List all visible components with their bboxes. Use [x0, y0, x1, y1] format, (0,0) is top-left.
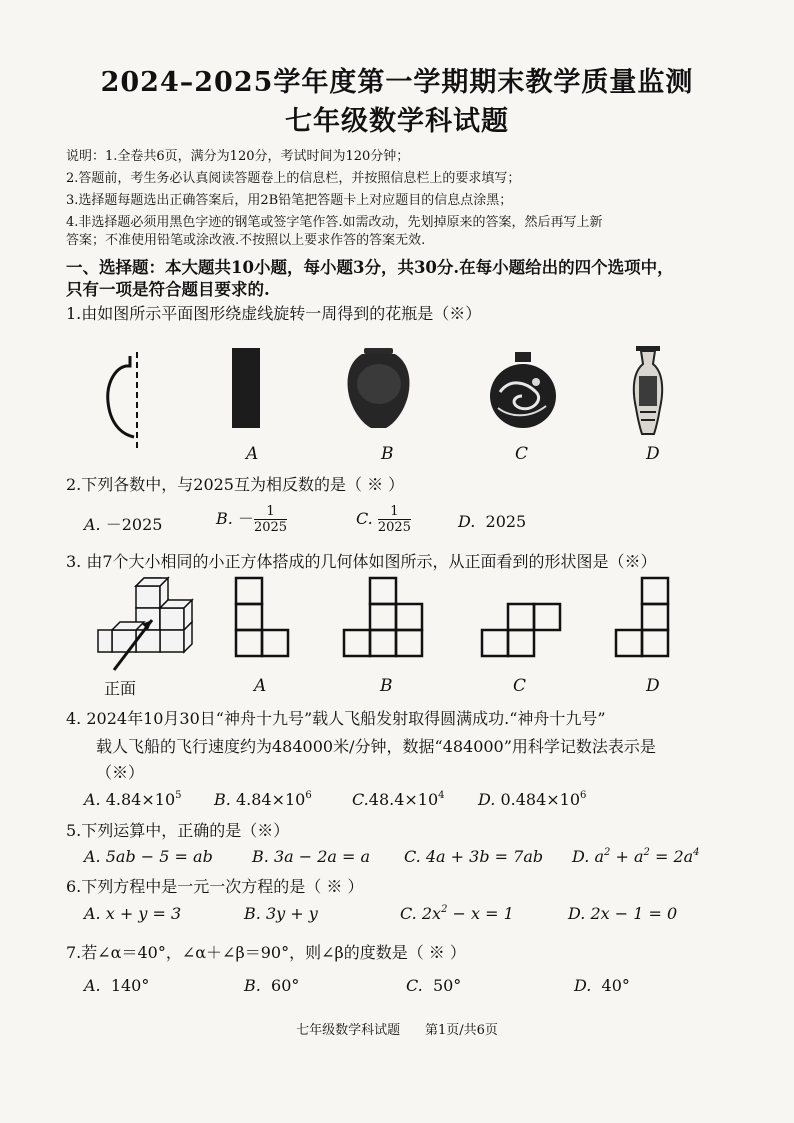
q1-label-d: D — [646, 444, 660, 464]
q6-option-c[interactable]: C. $2x^2 - x = 1$ — [400, 904, 514, 923]
exam-title: 2024–2025学年度第一学期期末教学质量监测 — [100, 67, 694, 98]
q4-option-d[interactable]: D. $0.484\times 10^6$ — [478, 790, 587, 809]
question-3-stem: 3. 由7个大小相同的小正方体搭成的几何体如图所示，从正面看到的形状图是（※） — [66, 552, 657, 571]
q6-option-b[interactable]: B. 3y + y — [244, 904, 318, 923]
q7-option-d[interactable]: D. 40° — [574, 976, 630, 995]
instruction-line: 3.选择题每题选出正确答案后，用2B铅笔把答题卡上对应题目的信息点涂黑； — [66, 193, 513, 208]
question-7-stem: 7.若∠α＝40°，∠α＋∠β＝90°，则∠β的度数是（ ※ ） — [66, 943, 466, 962]
q7-option-c[interactable]: C. 50° — [406, 976, 462, 995]
q3-option-b-view — [344, 578, 434, 668]
page-footer — [0, 1019, 794, 1038]
section-heading-cont: 只有一项是符合题目要求的. — [66, 280, 270, 299]
question-4-stem-line2: 载人飞船的飞行速度约为484000米/分钟，数据“484000”用科学记数法表示是 — [96, 737, 656, 756]
q2-option-b[interactable]: B. － $\frac{1}{2025}$ — [216, 504, 288, 535]
q4-option-c[interactable]: $C.48.4\times 10^4$ — [352, 790, 445, 809]
q1-option-a-cylinder — [232, 348, 262, 428]
q3-label-b: B — [380, 676, 393, 696]
instruction-line: 4.非选择题必须用黑色字迹的钢笔或签字笔作答.如需改动，先划掉原来的答案，然后再写上新 — [66, 215, 603, 230]
q7-option-a[interactable]: A. 140° — [84, 976, 150, 995]
q2-option-d[interactable]: D. 2025 — [458, 512, 527, 531]
q7-option-b[interactable]: B. 60° — [244, 976, 300, 995]
q4-option-b[interactable]: B. $4.84\times 10^6$ — [214, 790, 312, 809]
question-2-stem: 2.下列各数中，与2025互为相反数的是（ ※ ） — [66, 475, 405, 494]
q2-option-a[interactable]: A. －2025 — [84, 515, 163, 534]
q3-label-a: A — [254, 676, 267, 696]
q5-option-d[interactable]: D. $a^2 + a^2 = 2a^4$ — [572, 847, 700, 866]
q3-option-c-view — [482, 604, 572, 664]
q5-option-b[interactable]: B. 3a − 2a = a — [252, 847, 371, 866]
q1-profile-figure — [100, 352, 160, 452]
instruction-line: 答案；不准使用铅笔或涂改液.不按照以上要求作答的答案无效. — [66, 233, 426, 248]
q3-label-d: D — [646, 676, 660, 696]
q2-option-c[interactable]: C. $\frac{1}{2025}$ — [356, 504, 411, 535]
exam-subtitle: 七年级数学科试题 — [285, 106, 509, 137]
footer-subject: 七年级数学科试题 — [296, 1023, 401, 1038]
q3-option-a-view — [236, 578, 296, 668]
q1-option-d-tall-vase — [630, 346, 666, 436]
q6-option-d[interactable]: D. 2x − 1 = 0 — [568, 904, 678, 923]
q3-option-d-view — [616, 578, 676, 668]
question-4-stem-line3: （※） — [96, 763, 145, 782]
instruction-line: 2.答题前，考生务必认真阅读答题卷上的信息栏，并按照信息栏上的要求填写； — [66, 171, 521, 186]
instruction-line: 说明：1.全卷共6页，满分为120分，考试时间为120分钟； — [66, 149, 410, 164]
q1-label-c: C — [515, 444, 529, 464]
q1-label-a: A — [246, 444, 259, 464]
question-1-stem: 1.由如图所示平面图形绕虚线旋转一周得到的花瓶是（※） — [66, 304, 482, 323]
q3-label-c: C — [513, 676, 527, 696]
section-heading: 一、选择题：本大题共10小题，每小题3分，共30分.在每小题给出的四个选项中， — [66, 258, 674, 277]
q1-label-b: B — [381, 444, 394, 464]
q4-option-a[interactable]: A. $4.84\times 10^5$ — [84, 790, 182, 809]
q1-option-c-vase — [488, 352, 558, 430]
q5-option-a[interactable]: A. 5ab − 5 = ab — [84, 847, 213, 866]
front-view-label: 正面 — [104, 679, 137, 698]
question-6-stem: 6.下列方程中是一元一次方程的是（ ※ ） — [66, 877, 364, 896]
q6-option-a[interactable]: A. x + y = 3 — [84, 904, 182, 923]
question-4-stem-line1: 4. 2024年10月30日“神舟十九号”载人飞船发射取得圆满成功.“神舟十九号” — [66, 709, 606, 728]
q1-option-b-jar — [346, 348, 411, 428]
fraction: $\frac{1}{2025}$ — [253, 504, 288, 535]
q3-cube-solid-figure — [98, 578, 208, 678]
footer-page-number: 第1页/共6页 — [424, 1023, 498, 1038]
question-5-stem: 5.下列运算中，正确的是（※） — [66, 821, 290, 840]
fraction: $\frac{1}{2025}$ — [377, 504, 411, 535]
q5-option-c[interactable]: C. 4a + 3b = 7ab — [404, 847, 544, 866]
